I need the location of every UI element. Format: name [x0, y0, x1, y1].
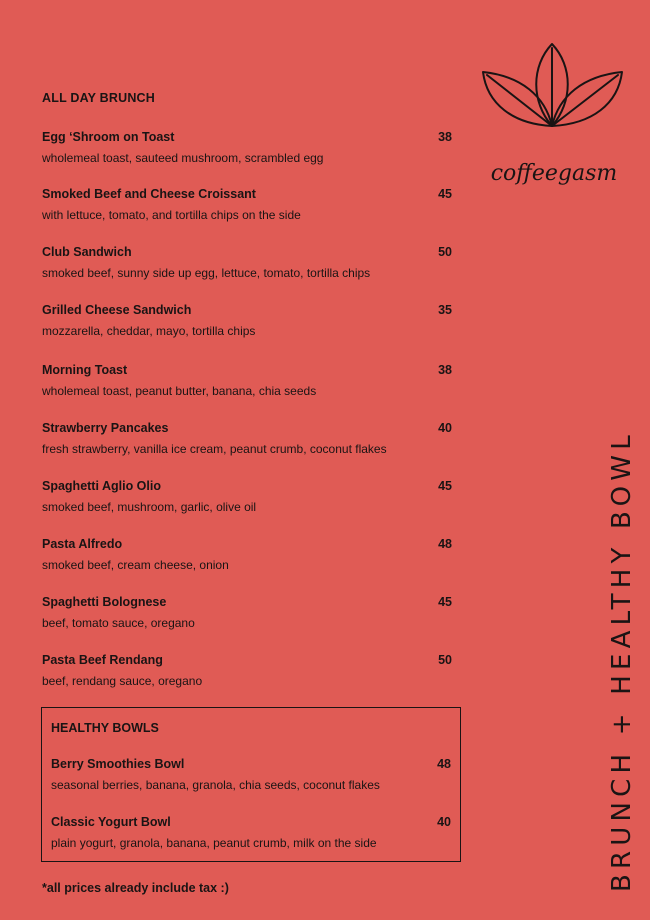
item-description: beef, rendang sauce, oregano [42, 674, 203, 688]
item-name: Classic Yogurt Bowl [51, 815, 171, 829]
item-name: Berry Smoothies Bowl [51, 757, 185, 771]
item-price: 38 [438, 130, 452, 144]
item-description: smoked beef, mushroom, garlic, olive oil [42, 500, 257, 514]
item-name: Egg ‘Shroom on Toast [42, 130, 175, 144]
item-price: 50 [438, 245, 452, 259]
item-price: 45 [438, 479, 452, 493]
item-name: Morning Toast [42, 363, 128, 377]
brand-logo [475, 40, 630, 200]
bowls-section-title: HEALTHY BOWLS [51, 721, 159, 735]
item-description: smoked beef, cream cheese, onion [42, 558, 229, 572]
item-price: 48 [438, 537, 452, 551]
item-description: smoked beef, sunny side up egg, lettuce, tomato, tortilla chips [42, 266, 371, 280]
item-name: Club Sandwich [42, 245, 132, 259]
item-price: 38 [438, 363, 452, 377]
item-description: fresh strawberry, vanilla ice cream, peanut crumb, coconut flakes [42, 442, 387, 456]
item-name: Spaghetti Aglio Olio [42, 479, 161, 493]
item-description: plain yogurt, granola, banana, peanut crumb, milk on the side [51, 836, 377, 850]
item-name: Pasta Alfredo [42, 537, 123, 551]
item-name: Grilled Cheese Sandwich [42, 303, 192, 317]
brand-name: coffeegasm [490, 161, 618, 186]
item-description: mozzarella, cheddar, mayo, tortilla chips [42, 324, 256, 338]
item-description: seasonal berries, banana, granola, chia seeds, coconut flakes [51, 778, 380, 792]
item-price: 40 [437, 815, 451, 829]
item-name: Strawberry Pancakes [42, 421, 169, 435]
tax-note: *all prices already include tax :) [42, 881, 229, 895]
item-name: Spaghetti Bolognese [42, 595, 167, 609]
item-price: 50 [438, 653, 452, 667]
item-description: wholemeal toast, sauteed mushroom, scrambled egg [42, 151, 324, 165]
brunch-section-title: ALL DAY BRUNCH [42, 91, 155, 105]
item-price: 48 [437, 757, 451, 771]
side-title: BRUNCH + HEALTHY BOWL [607, 430, 637, 892]
item-price: 45 [438, 187, 452, 201]
item-description: beef, tomato sauce, oregano [42, 616, 195, 630]
item-price: 35 [438, 303, 452, 317]
item-name: Pasta Beef Rendang [42, 653, 163, 667]
healthy-bowls-box [41, 707, 461, 862]
item-description: with lettuce, tomato, and tortilla chips on the side [42, 208, 301, 222]
item-name: Smoked Beef and Cheese Croissant [42, 187, 256, 201]
item-description: wholemeal toast, peanut butter, banana, chia seeds [42, 384, 317, 398]
item-price: 45 [438, 595, 452, 609]
lotus-leaf-icon [475, 40, 630, 200]
item-price: 40 [438, 421, 452, 435]
